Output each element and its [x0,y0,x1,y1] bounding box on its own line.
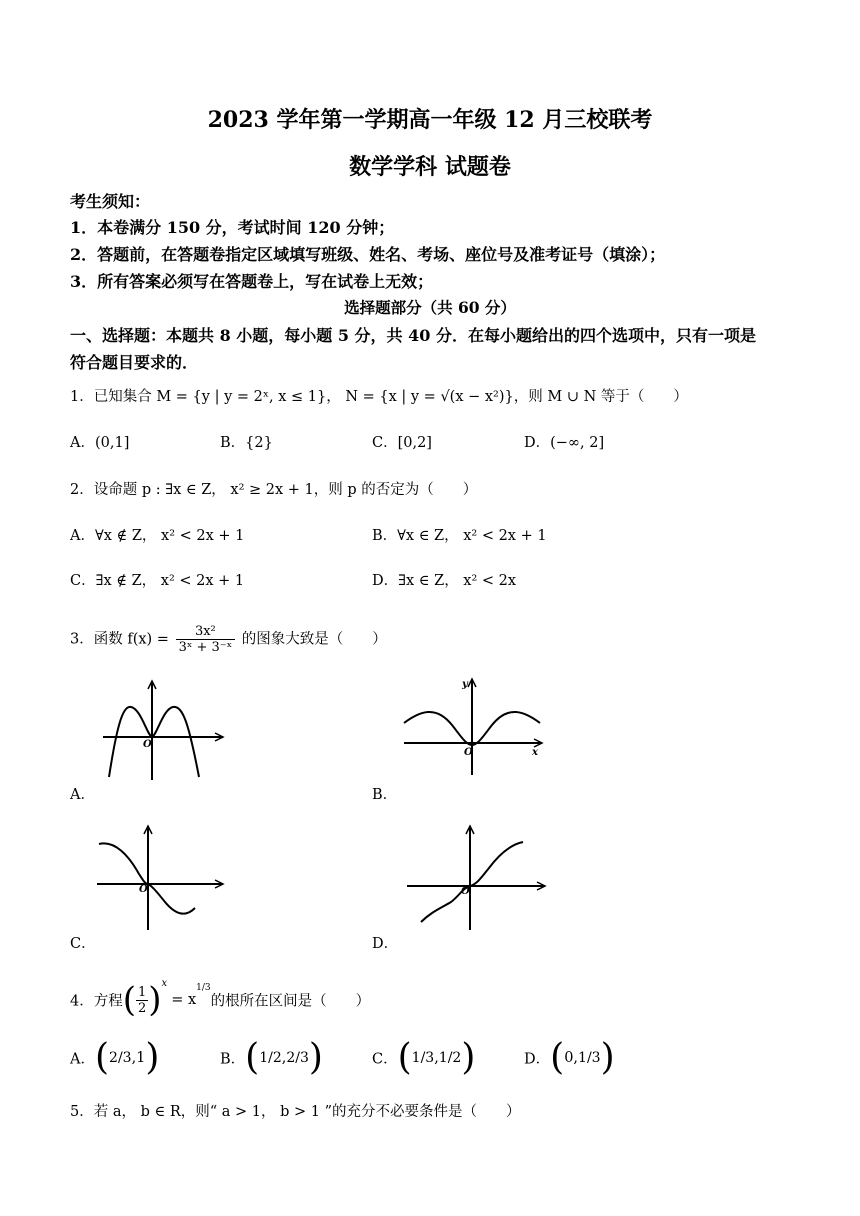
q4-option-d [524,1037,615,1084]
q4-c-left: 1/3 [411,1050,435,1066]
origin-label: O [139,884,148,895]
curve [109,707,199,777]
comma: , [434,1050,439,1066]
q1-option-d: D．(−∞, 2] [524,435,605,451]
paren-left: ( [397,1037,412,1078]
question-3-stem [70,624,387,655]
paren-right: ) [461,1037,476,1078]
q4-prefix: 4．方程 [70,993,123,1010]
section-instruction-1: 一、选择题：本题共 8 小题，每小题 5 分，共 40 分．在每小题给出的四个选项中，只有一项是 [70,326,756,345]
q4-suffix: 的根所在区间是（ ） [210,993,371,1010]
question-2-stem: 2．设命题 p : ∃x ∈ Z， x² ≥ 2x + 1，则 p 的否定为（ ） [70,482,478,498]
q2-option-d: D．∃x ∈ Z， x² < 2x [372,573,517,589]
notice-item-2: 2．答题前，在答题卷指定区域填写班级、姓名、考场、座位号及准考证号（填涂）； [70,245,666,264]
q4-b-right: 2/3 [286,1050,309,1066]
q4-exp-third: 1/3 [196,983,211,993]
q3-fraction [176,624,236,655]
q4-paren-right: ) [148,980,162,1020]
q4-c-label: C． [372,1051,398,1068]
q4-option-b [220,1037,323,1084]
q4-a-right: 1 [136,1050,146,1066]
q4-d-label: D． [524,1051,551,1068]
exam-title: 2023 学年第一学期高一年级 12 月三校联考 [207,107,653,133]
curve [421,842,523,922]
q3-option-c-label: C． [70,936,96,952]
section-instruction-2: 符合题目要求的． [70,353,199,372]
q3-denominator: 3ˣ + 3⁻ˣ [178,640,233,655]
q4-b-left: 1/2 [259,1050,282,1066]
q4-d-right: 1/3 [578,1050,601,1066]
q1-option-c: C．[0,2] [372,435,432,451]
q4-eq: = x [171,992,197,1008]
origin-label: O [143,739,152,750]
q3-option-d-label: D． [372,936,399,952]
q3-graph-d [405,822,550,932]
q3-option-b-label: B． [372,787,398,803]
q1-option-b: B．{2} [220,435,273,451]
q3-numerator: 3x² [176,624,236,640]
q2-option-b: B．∀x ∈ Z， x² < 2x + 1 [372,528,547,544]
paren-left: ( [550,1037,565,1078]
section-title: 选择题部分（共 60 分） [344,298,516,317]
notice-heading: 考生须知： [70,192,151,211]
paren-right: ) [308,1037,323,1078]
exam-subtitle: 数学学科 试题卷 [349,154,511,180]
q4-frac-num: 1 [138,984,147,1000]
q4-c-right: 1/2 [438,1050,462,1066]
q4-a-label: A． [70,1051,95,1068]
question-4-stem [70,978,370,1018]
q4-paren-left: ( [122,980,136,1020]
q3-graph-c [95,822,230,932]
paren-left: ( [94,1037,110,1078]
q4-option-a [70,1037,160,1084]
notice-item-1: 1．本卷满分 150 分，考试时间 120 分钟； [70,218,395,237]
q4-a-left: 2/3 [109,1050,132,1066]
question-1-stem: 1．已知集合 M = {y | y = 2ˣ, x ≤ 1}， N = {x | y = √(x − x²)}，则 M ∪ N 等于（ ） [70,389,688,405]
q3-graph-b [400,675,545,780]
origin-label: O [464,747,473,758]
comma: , [573,1050,579,1066]
comma: , [281,1050,287,1066]
x-label: x [532,747,538,758]
q4-d-left: 0 [564,1050,574,1066]
comma: , [131,1050,137,1066]
q3-prefix: 3．函数 f(x) = [70,631,174,648]
q4-b-label: B． [220,1051,246,1068]
y-label: y [462,679,468,690]
q2-option-a: A．∀x ∉ Z， x² < 2x + 1 [70,528,245,544]
paren-right: ) [600,1037,615,1078]
origin-label: O [461,886,470,897]
q4-fraction [136,985,148,1016]
q4-exp-x: x [161,978,168,989]
q3-option-a-label: A． [70,787,95,803]
q4-frac-den: 2 [138,1000,147,1016]
paren-left: ( [245,1037,260,1078]
notice-item-3: 3．所有答案必须写在答题卷上，写在试卷上无效； [70,272,434,291]
q2-option-c: C．∃x ∉ Z， x² < 2x + 1 [70,573,245,589]
question-5-stem: 5．若 a， b ∈ R，则“ a > 1， b > 1 ”的充分不必要条件是（ ） [70,1104,521,1120]
q1-option-a: A．(0,1] [70,435,130,451]
q3-graph-a [95,675,230,785]
q4-option-c [372,1037,476,1084]
paren-right: ) [145,1037,160,1078]
q3-suffix: 的图象大致是（ ） [237,631,387,648]
